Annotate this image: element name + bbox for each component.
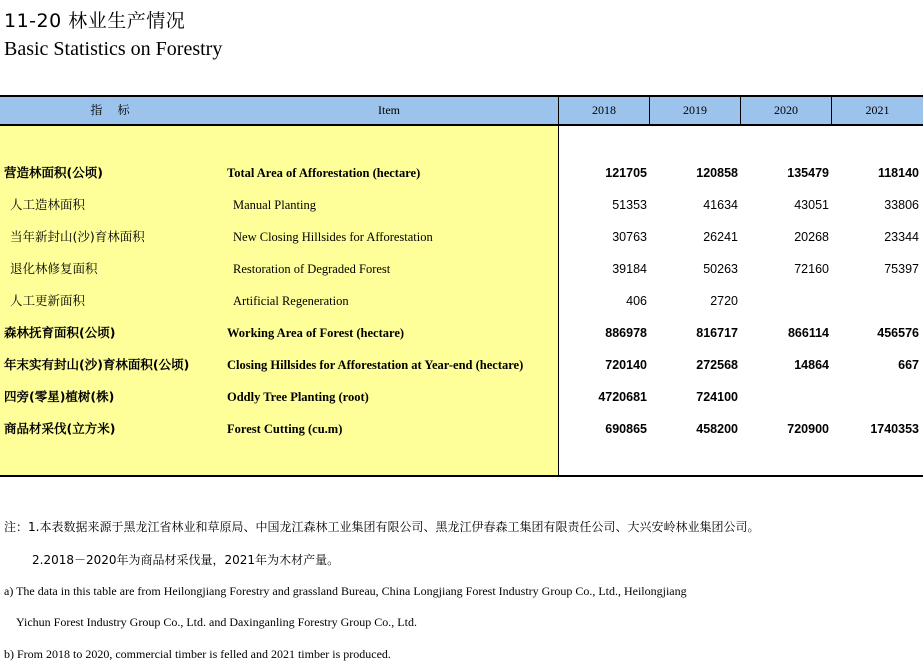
value-cell: 72160 bbox=[794, 262, 829, 276]
table-row bbox=[0, 189, 923, 221]
value-cell bbox=[739, 285, 829, 317]
value-cell: 456576 bbox=[877, 326, 919, 340]
row-label-cn: 年末实有封山(沙)育林面积(公顷) bbox=[4, 357, 190, 372]
value-cell: 20268 bbox=[794, 230, 829, 244]
value-cell: 39184 bbox=[612, 262, 647, 276]
value-cell: 720900 bbox=[787, 422, 829, 436]
header-year-2020: 2020 bbox=[774, 103, 798, 117]
value-cell: 724100 bbox=[696, 390, 738, 404]
value-cell bbox=[829, 285, 919, 317]
note-en-a2: Yichun Forest Industry Group Co., Ltd. and Daxinganling Forestry Group Co., Ltd. bbox=[16, 615, 417, 629]
row-label-cn: 当年新封山(沙)育林面积 bbox=[10, 229, 145, 244]
forestry-table bbox=[0, 95, 923, 477]
value-cell bbox=[829, 381, 919, 413]
header-item: Item bbox=[378, 103, 400, 117]
row-label-en: Closing Hillsides for Afforestation at Year-end (hectare) bbox=[227, 358, 524, 372]
value-cell: 886978 bbox=[605, 326, 647, 340]
value-cell: 14864 bbox=[794, 358, 829, 372]
value-cell: 33806 bbox=[884, 198, 919, 212]
table-row bbox=[0, 157, 923, 189]
value-cell: 816717 bbox=[696, 326, 738, 340]
value-cell: 26241 bbox=[703, 230, 738, 244]
value-cell: 75397 bbox=[884, 262, 919, 276]
value-cell: 272568 bbox=[696, 358, 738, 372]
value-cell: 2720 bbox=[710, 294, 738, 308]
note-cn-2: 2.2018－2020年为商品材采伐量，2021年为木材产量。 bbox=[32, 553, 340, 567]
value-cell: 51353 bbox=[612, 198, 647, 212]
value-cell: 1740353 bbox=[870, 422, 919, 436]
value-cell: 720140 bbox=[605, 358, 647, 372]
row-label-cn: 人工更新面积 bbox=[10, 293, 86, 308]
value-cell: 667 bbox=[898, 358, 919, 372]
value-cell: 41634 bbox=[703, 198, 738, 212]
value-cell: 120858 bbox=[696, 166, 738, 180]
row-label-en: Working Area of Forest (hectare) bbox=[227, 326, 405, 340]
table-row bbox=[0, 349, 923, 381]
table-row bbox=[0, 221, 923, 253]
page-title-en: Basic Statistics on Forestry bbox=[4, 38, 223, 60]
value-cell: 30763 bbox=[612, 230, 647, 244]
note-en-a1: a) The data in this table are from Heilongjiang Forestry and grassland Bureau, China Longjiang Forest Industry Group Co., Ltd., Heilongjiang bbox=[4, 584, 687, 598]
row-label-en: Artificial Regeneration bbox=[233, 294, 349, 308]
value-cell: 866114 bbox=[787, 326, 829, 340]
value-cell: 50263 bbox=[703, 262, 738, 276]
value-cell bbox=[739, 381, 829, 413]
table-row bbox=[0, 317, 923, 349]
value-cell: 118140 bbox=[877, 166, 919, 180]
note-cn-1: 注：1.本表数据来源于黑龙江省林业和草原局、中国龙江森林工业集团有限公司、黑龙江伊春森工集团有限责任公司、大兴安岭林业集团公司。 bbox=[4, 520, 760, 534]
value-cell: 135479 bbox=[787, 166, 829, 180]
value-cell: 406 bbox=[626, 294, 647, 308]
row-label-en: New Closing Hillsides for Afforestation bbox=[233, 230, 433, 244]
value-cell: 690865 bbox=[605, 422, 647, 436]
row-label-cn: 商品材采伐(立方米) bbox=[4, 421, 116, 436]
table-row bbox=[0, 285, 923, 317]
row-label-cn: 营造林面积(公顷) bbox=[4, 165, 103, 180]
row-label-en: Total Area of Afforestation (hectare) bbox=[227, 166, 421, 180]
header-year-2018: 2018 bbox=[592, 103, 616, 117]
value-cell: 43051 bbox=[794, 198, 829, 212]
row-label-cn: 人工造林面积 bbox=[10, 197, 86, 212]
value-cell: 23344 bbox=[884, 230, 919, 244]
header-year-2019: 2019 bbox=[683, 103, 707, 117]
row-label-cn: 森林抚育面积(公顷) bbox=[4, 325, 116, 340]
table-row bbox=[0, 253, 923, 285]
value-cell: 121705 bbox=[605, 166, 647, 180]
header-indicator: 指 标 bbox=[90, 103, 130, 117]
row-label-en: Oddly Tree Planting (root) bbox=[227, 390, 369, 404]
row-label-cn: 退化林修复面积 bbox=[10, 261, 98, 276]
row-label-en: Restoration of Degraded Forest bbox=[233, 262, 391, 276]
page-title-cn: 11-20 林业生产情况 bbox=[4, 10, 186, 32]
note-en-b: b) From 2018 to 2020, commercial timber is felled and 2021 timber is produced. bbox=[4, 647, 391, 661]
row-label-en: Manual Planting bbox=[233, 198, 316, 212]
row-label-cn: 四旁(零星)植树(株) bbox=[4, 389, 115, 404]
row-label-en: Forest Cutting (cu.m) bbox=[227, 422, 343, 436]
table-bottom-rule bbox=[0, 475, 923, 477]
table-row bbox=[0, 381, 923, 413]
table-row bbox=[0, 413, 923, 445]
header-year-2021: 2021 bbox=[865, 103, 890, 117]
value-cell: 4720681 bbox=[598, 390, 647, 404]
value-cell: 458200 bbox=[696, 422, 738, 436]
